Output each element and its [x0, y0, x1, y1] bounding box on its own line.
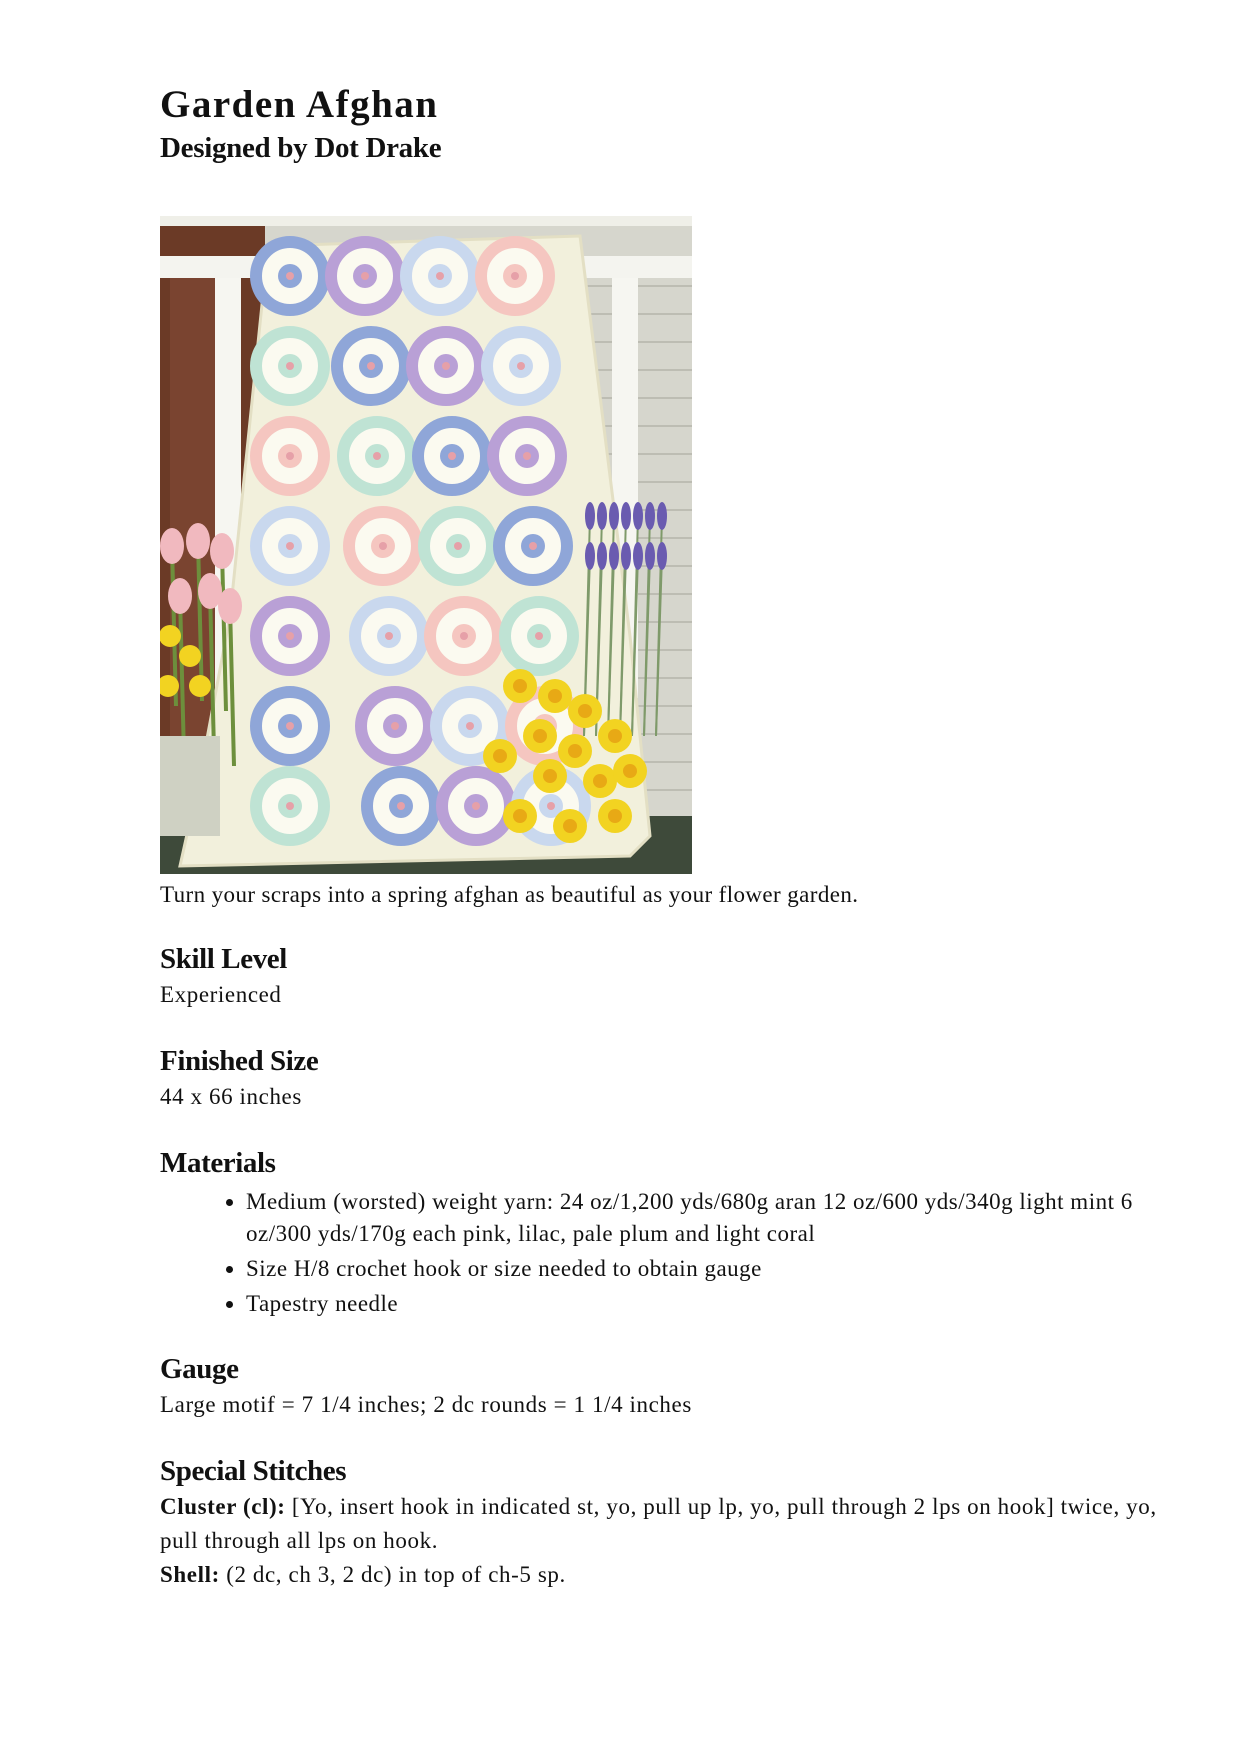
shell-term: Shell:	[160, 1562, 220, 1587]
list-item: • Medium (worsted) weight yarn: 24 oz/1,200 yds/680g aran 12 oz/600 yds/340g light mint 6 oz/300 yds/170g each pink, lilac, pale plum and light coral	[246, 1186, 1160, 1250]
cluster-term: Cluster (cl):	[160, 1494, 286, 1519]
materials-section	[160, 1144, 1160, 1320]
finished-size-section	[160, 1042, 1160, 1114]
finished-size-heading: Finished Size	[160, 1045, 319, 1077]
pattern-title: Garden Afghan	[160, 83, 439, 126]
cluster-definition	[160, 1490, 1160, 1558]
skill-level-section	[160, 940, 1160, 1012]
gauge-text: Large motif = 7 1/4 inches; 2 dc rounds = 1 1/4 inches	[160, 1392, 692, 1417]
document-page	[160, 82, 1160, 1592]
finished-size-text: 44 x 66 inches	[160, 1084, 302, 1109]
photo-caption: Turn your scraps into a spring afghan as beautiful as your flower garden.	[160, 882, 859, 907]
cluster-text: [Yo, insert hook in indicated st, yo, pull up lp, yo, pull through 2 lps on hook] twice, yo, pull through all lps on hook.	[160, 1494, 1157, 1553]
shell-definition	[160, 1558, 1160, 1592]
gauge-section	[160, 1350, 1160, 1422]
list-item: • Tapestry needle	[246, 1288, 1160, 1320]
special-stitches-section	[160, 1452, 1160, 1592]
list-item: • Size H/8 crochet hook or size needed to obtain gauge	[246, 1253, 1160, 1285]
materials-heading: Materials	[160, 1147, 276, 1179]
afghan-photo-icon	[160, 216, 692, 874]
designer-byline: Designed by Dot Drake	[160, 132, 442, 164]
afghan-photo	[160, 216, 692, 874]
skill-level-heading: Skill Level	[160, 943, 287, 975]
skill-level-text: Experienced	[160, 982, 282, 1007]
special-stitches-heading: Special Stitches	[160, 1455, 347, 1487]
materials-list	[160, 1186, 1160, 1320]
gauge-heading: Gauge	[160, 1353, 239, 1385]
shell-text: (2 dc, ch 3, 2 dc) in top of ch-5 sp.	[219, 1562, 566, 1587]
